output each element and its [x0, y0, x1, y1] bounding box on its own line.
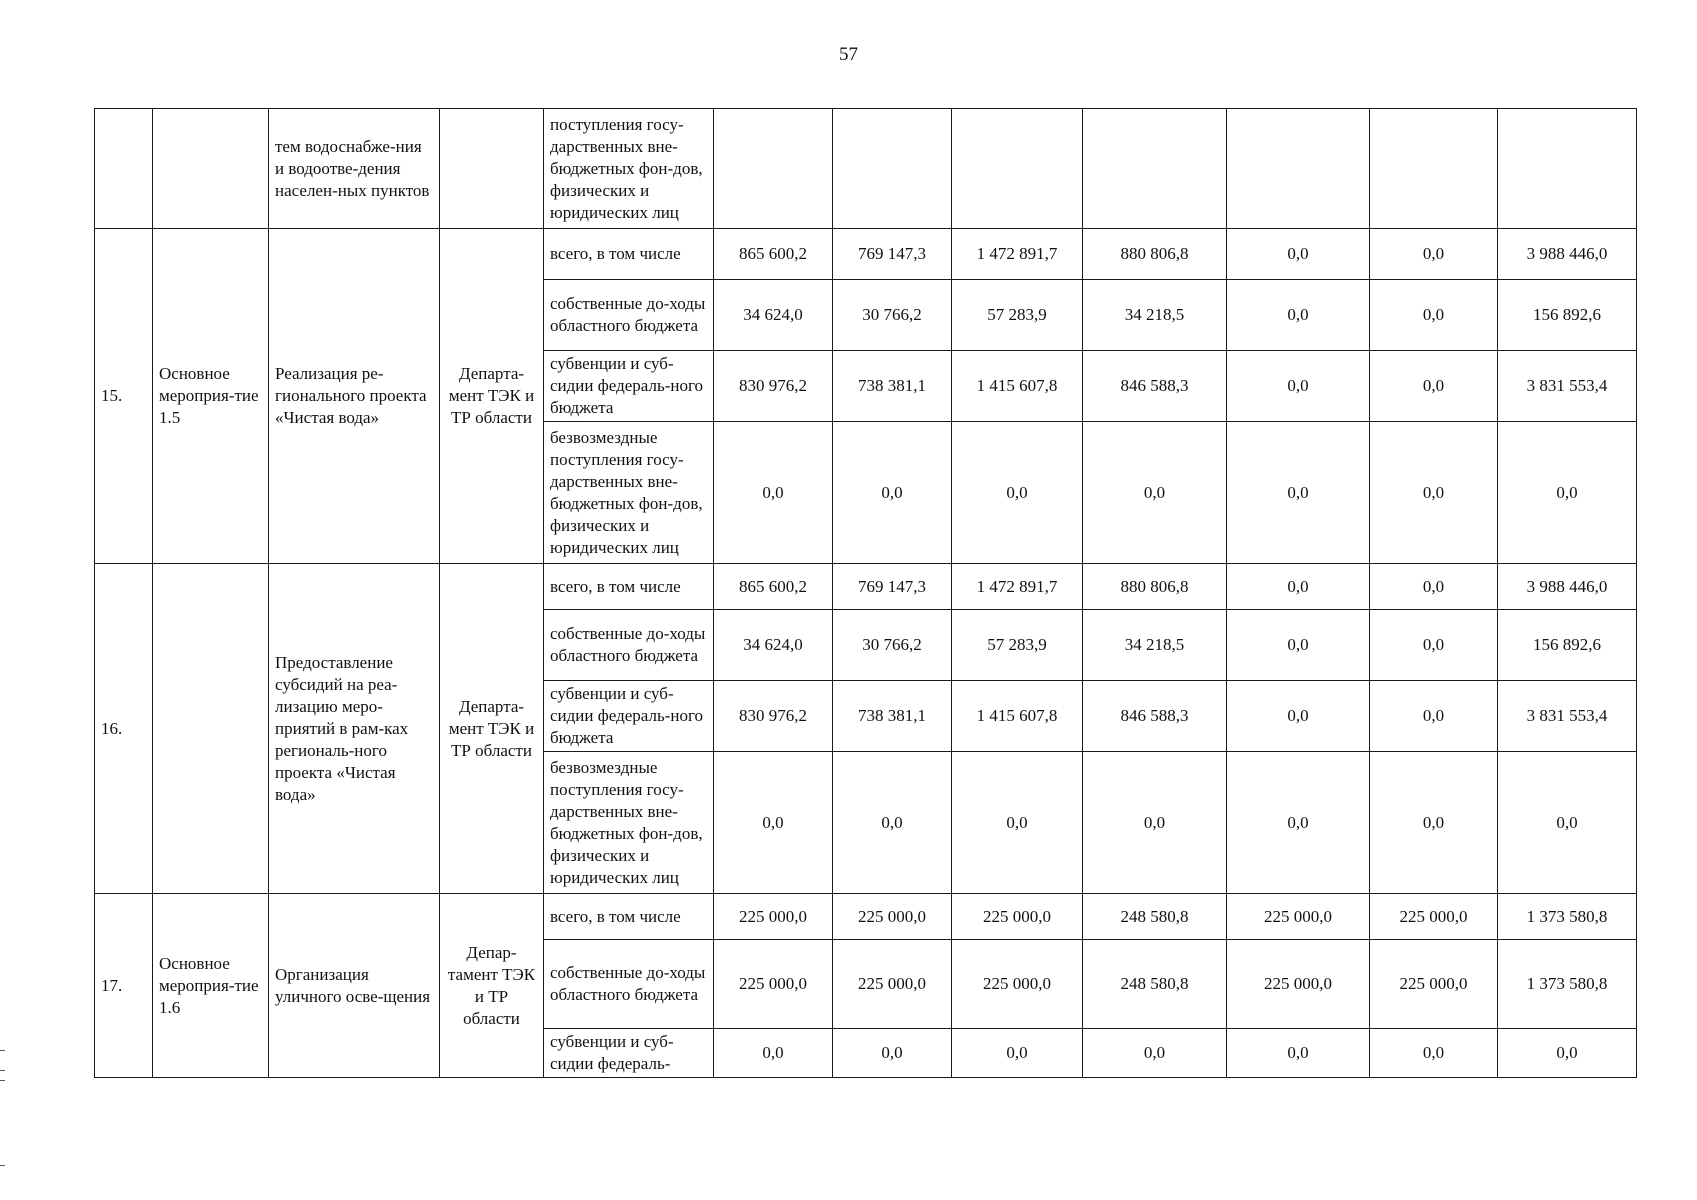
value-cell: 865 600,2	[714, 229, 833, 280]
value-cell: 0,0	[1498, 752, 1637, 894]
value-cell: 225 000,0	[952, 940, 1083, 1029]
value-cell: 0,0	[714, 422, 833, 564]
value-cell: 0,0	[1227, 610, 1370, 681]
row-number-cell: 15.	[95, 229, 153, 564]
value-cell: 225 000,0	[833, 940, 952, 1029]
scan-edge-mark	[0, 1080, 5, 1081]
value-cell	[714, 109, 833, 229]
department-cell: Департа-мент ТЭК и ТР области	[440, 229, 544, 564]
value-cell: 3 988 446,0	[1498, 564, 1637, 610]
value-cell: 1 415 607,8	[952, 351, 1083, 422]
value-cell	[833, 109, 952, 229]
value-cell: 830 976,2	[714, 681, 833, 752]
row-number-cell	[95, 109, 153, 229]
value-cell: 0,0	[952, 1029, 1083, 1078]
department-cell: Депар-тамент ТЭК и ТР области	[440, 894, 544, 1078]
value-cell: 0,0	[1370, 351, 1498, 422]
measure-type-cell: Основное мероприя-тие 1.6	[153, 894, 269, 1078]
value-cell: 225 000,0	[1227, 894, 1370, 940]
value-cell: 0,0	[1083, 422, 1227, 564]
value-cell	[952, 109, 1083, 229]
funding-source-cell: поступления госу-дарственных вне-бюджетных фон-дов, физических и юридических лиц	[544, 109, 714, 229]
value-cell: 0,0	[1370, 752, 1498, 894]
value-cell: 0,0	[1370, 1029, 1498, 1078]
funding-source-cell: безвозмездные поступления госу-дарственных вне-бюджетных фон-дов, физических и юридических лиц	[544, 422, 714, 564]
value-cell: 34 624,0	[714, 280, 833, 351]
value-cell: 0,0	[1227, 1029, 1370, 1078]
value-cell: 0,0	[714, 1029, 833, 1078]
value-cell: 0,0	[1370, 280, 1498, 351]
value-cell: 880 806,8	[1083, 564, 1227, 610]
budget-row	[95, 564, 1637, 610]
value-cell: 0,0	[714, 752, 833, 894]
value-cell: 0,0	[1498, 1029, 1637, 1078]
value-cell: 248 580,8	[1083, 894, 1227, 940]
value-cell: 769 147,3	[833, 564, 952, 610]
value-cell: 0,0	[1370, 681, 1498, 752]
value-cell: 0,0	[833, 752, 952, 894]
value-cell: 0,0	[1498, 422, 1637, 564]
value-cell: 1 415 607,8	[952, 681, 1083, 752]
value-cell: 156 892,6	[1498, 280, 1637, 351]
value-cell: 34 218,5	[1083, 280, 1227, 351]
value-cell: 225 000,0	[1370, 940, 1498, 1029]
scan-edge-mark	[0, 1165, 5, 1166]
value-cell: 1 373 580,8	[1498, 894, 1637, 940]
funding-source-cell: всего, в том числе	[544, 229, 714, 280]
value-cell	[1370, 109, 1498, 229]
value-cell: 0,0	[952, 752, 1083, 894]
value-cell: 0,0	[1227, 422, 1370, 564]
value-cell: 34 218,5	[1083, 610, 1227, 681]
row-number-cell: 16.	[95, 564, 153, 894]
funding-source-cell: собственные до-ходы областного бюджета	[544, 610, 714, 681]
page-number: 57	[839, 44, 858, 65]
value-cell: 0,0	[1083, 752, 1227, 894]
value-cell: 57 283,9	[952, 610, 1083, 681]
value-cell: 3 831 553,4	[1498, 681, 1637, 752]
value-cell: 57 283,9	[952, 280, 1083, 351]
value-cell	[1227, 109, 1370, 229]
scan-edge-mark	[0, 1050, 5, 1051]
value-cell: 865 600,2	[714, 564, 833, 610]
value-cell: 34 624,0	[714, 610, 833, 681]
value-cell: 0,0	[1227, 229, 1370, 280]
funding-source-cell: субвенции и суб-сидии федераль-ного бюджета	[544, 351, 714, 422]
value-cell: 248 580,8	[1083, 940, 1227, 1029]
value-cell: 738 381,1	[833, 351, 952, 422]
value-cell: 225 000,0	[1227, 940, 1370, 1029]
value-cell: 225 000,0	[714, 894, 833, 940]
value-cell: 0,0	[833, 1029, 952, 1078]
value-cell: 846 588,3	[1083, 351, 1227, 422]
value-cell: 0,0	[1227, 681, 1370, 752]
value-cell: 0,0	[1370, 610, 1498, 681]
value-cell: 0,0	[1227, 351, 1370, 422]
value-cell: 30 766,2	[833, 610, 952, 681]
funding-source-cell: безвозмездные поступления госу-дарственных вне-бюджетных фон-дов, физических и юридических лиц	[544, 752, 714, 894]
value-cell: 880 806,8	[1083, 229, 1227, 280]
value-cell: 3 988 446,0	[1498, 229, 1637, 280]
funding-source-cell: всего, в том числе	[544, 894, 714, 940]
value-cell: 225 000,0	[714, 940, 833, 1029]
value-cell: 0,0	[833, 422, 952, 564]
budget-row	[95, 229, 1637, 280]
value-cell: 225 000,0	[1370, 894, 1498, 940]
value-cell: 1 373 580,8	[1498, 940, 1637, 1029]
value-cell: 1 472 891,7	[952, 564, 1083, 610]
funding-source-cell: собственные до-ходы областного бюджета	[544, 940, 714, 1029]
measure-type-cell: Основное мероприя-тие 1.5	[153, 229, 269, 564]
value-cell: 0,0	[1227, 564, 1370, 610]
continuation-row	[95, 109, 1637, 229]
value-cell: 3 831 553,4	[1498, 351, 1637, 422]
value-cell: 156 892,6	[1498, 610, 1637, 681]
value-cell: 846 588,3	[1083, 681, 1227, 752]
value-cell	[1498, 109, 1637, 229]
value-cell: 225 000,0	[952, 894, 1083, 940]
value-cell: 830 976,2	[714, 351, 833, 422]
department-cell	[440, 109, 544, 229]
measure-name-cell: Организация уличного осве-щения	[269, 894, 440, 1078]
value-cell: 0,0	[1370, 229, 1498, 280]
scan-edge-mark	[0, 1070, 5, 1071]
value-cell: 738 381,1	[833, 681, 952, 752]
funding-source-cell: всего, в том числе	[544, 564, 714, 610]
funding-source-cell: собственные до-ходы областного бюджета	[544, 280, 714, 351]
funding-source-cell: субвенции и суб-сидии федераль-	[544, 1029, 714, 1078]
value-cell: 225 000,0	[833, 894, 952, 940]
value-cell: 0,0	[1227, 280, 1370, 351]
measure-name-cell: Реализация ре-гионального проекта «Чистая вода»	[269, 229, 440, 564]
measure-type-cell	[153, 564, 269, 894]
value-cell: 0,0	[1370, 422, 1498, 564]
value-cell: 0,0	[1083, 1029, 1227, 1078]
funding-source-cell: субвенции и суб-сидии федераль-ного бюджета	[544, 681, 714, 752]
measure-name-cell: тем водоснабже-ния и водоотве-дения населен-ных пунктов	[269, 109, 440, 229]
budget-table	[94, 108, 1637, 1078]
department-cell: Департа-мент ТЭК и ТР области	[440, 564, 544, 894]
value-cell: 769 147,3	[833, 229, 952, 280]
value-cell: 0,0	[1370, 564, 1498, 610]
value-cell: 0,0	[952, 422, 1083, 564]
value-cell: 0,0	[1227, 752, 1370, 894]
budget-row	[95, 894, 1637, 940]
measure-type-cell	[153, 109, 269, 229]
row-number-cell: 17.	[95, 894, 153, 1078]
value-cell: 1 472 891,7	[952, 229, 1083, 280]
measure-name-cell: Предоставление субсидий на реа-лизацию меро-приятий в рам-ках региональ-ного проекта «Чистая вода»	[269, 564, 440, 894]
value-cell	[1083, 109, 1227, 229]
value-cell: 30 766,2	[833, 280, 952, 351]
